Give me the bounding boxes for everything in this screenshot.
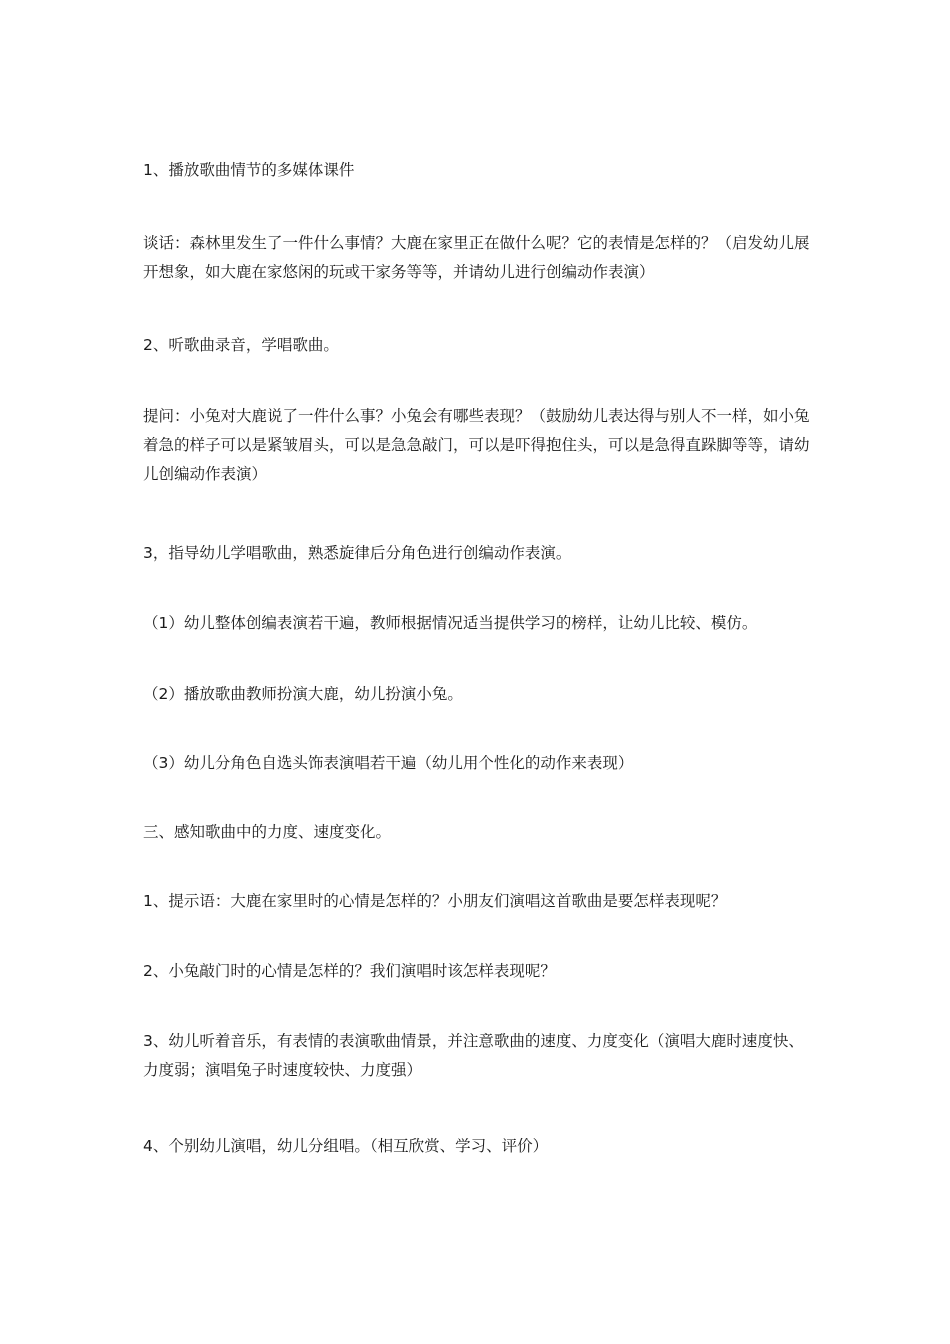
paragraph-prompt-3: 3、幼儿听着音乐，有表情的表演歌曲情景，并注意歌曲的速度、力度变化（演唱大鹿时速度快、力度弱；演唱兔子时速度较快、力度强） (143, 1032, 804, 1079)
paragraph-substep-2: （2）播放歌曲教师扮演大鹿，幼儿扮演小兔。 (143, 685, 463, 703)
paragraph-step-3-guide: 3，指导幼儿学唱歌曲，熟悉旋律后分角色进行创编动作表演。 (143, 544, 572, 562)
paragraph-prompt-4: 4、个别幼儿演唱，幼儿分组唱。（相互欣赏、学习、评价） (143, 1137, 549, 1155)
paragraph-step-1-multimedia: 1、播放歌曲情节的多媒体课件 (143, 161, 355, 179)
section-heading-three: 三、感知歌曲中的力度、速度变化。 (143, 823, 392, 841)
paragraph-question: 提问：小兔对大鹿说了一件什么事？小兔会有哪些表现？（鼓励幼儿表达得与别人不一样，如小兔着急的样子可以是紧皱眉头，可以是急急敲门，可以是吓得抱住头，可以是急得直跺脚等等，请幼儿创编动作表演） (143, 407, 810, 483)
paragraph-conversation: 谈话：森林里发生了一件什么事情？大鹿在家里正在做什么呢？它的表情是怎样的？（启发幼儿展开想象，如大鹿在家悠闲的玩或干家务等等，并请幼儿进行创编动作表演） (143, 234, 810, 281)
paragraph-prompt-1: 1、提示语：大鹿在家里时的心情是怎样的？小朋友们演唱这首歌曲是要怎样表现呢？ (143, 892, 727, 910)
paragraph-substep-3: （3）幼儿分角色自选头饰表演唱若干遍（幼儿用个性化的动作来表现） (143, 754, 634, 772)
paragraph-substep-1: （1）幼儿整体创编表演若干遍，教师根据情况适当提供学习的榜样，让幼儿比较、模仿。 (143, 614, 758, 632)
paragraph-step-2-listen: 2、听歌曲录音，学唱歌曲。 (143, 336, 339, 354)
paragraph-prompt-2: 2、小兔敲门时的心情是怎样的？我们演唱时该怎样表现呢？ (143, 962, 556, 980)
